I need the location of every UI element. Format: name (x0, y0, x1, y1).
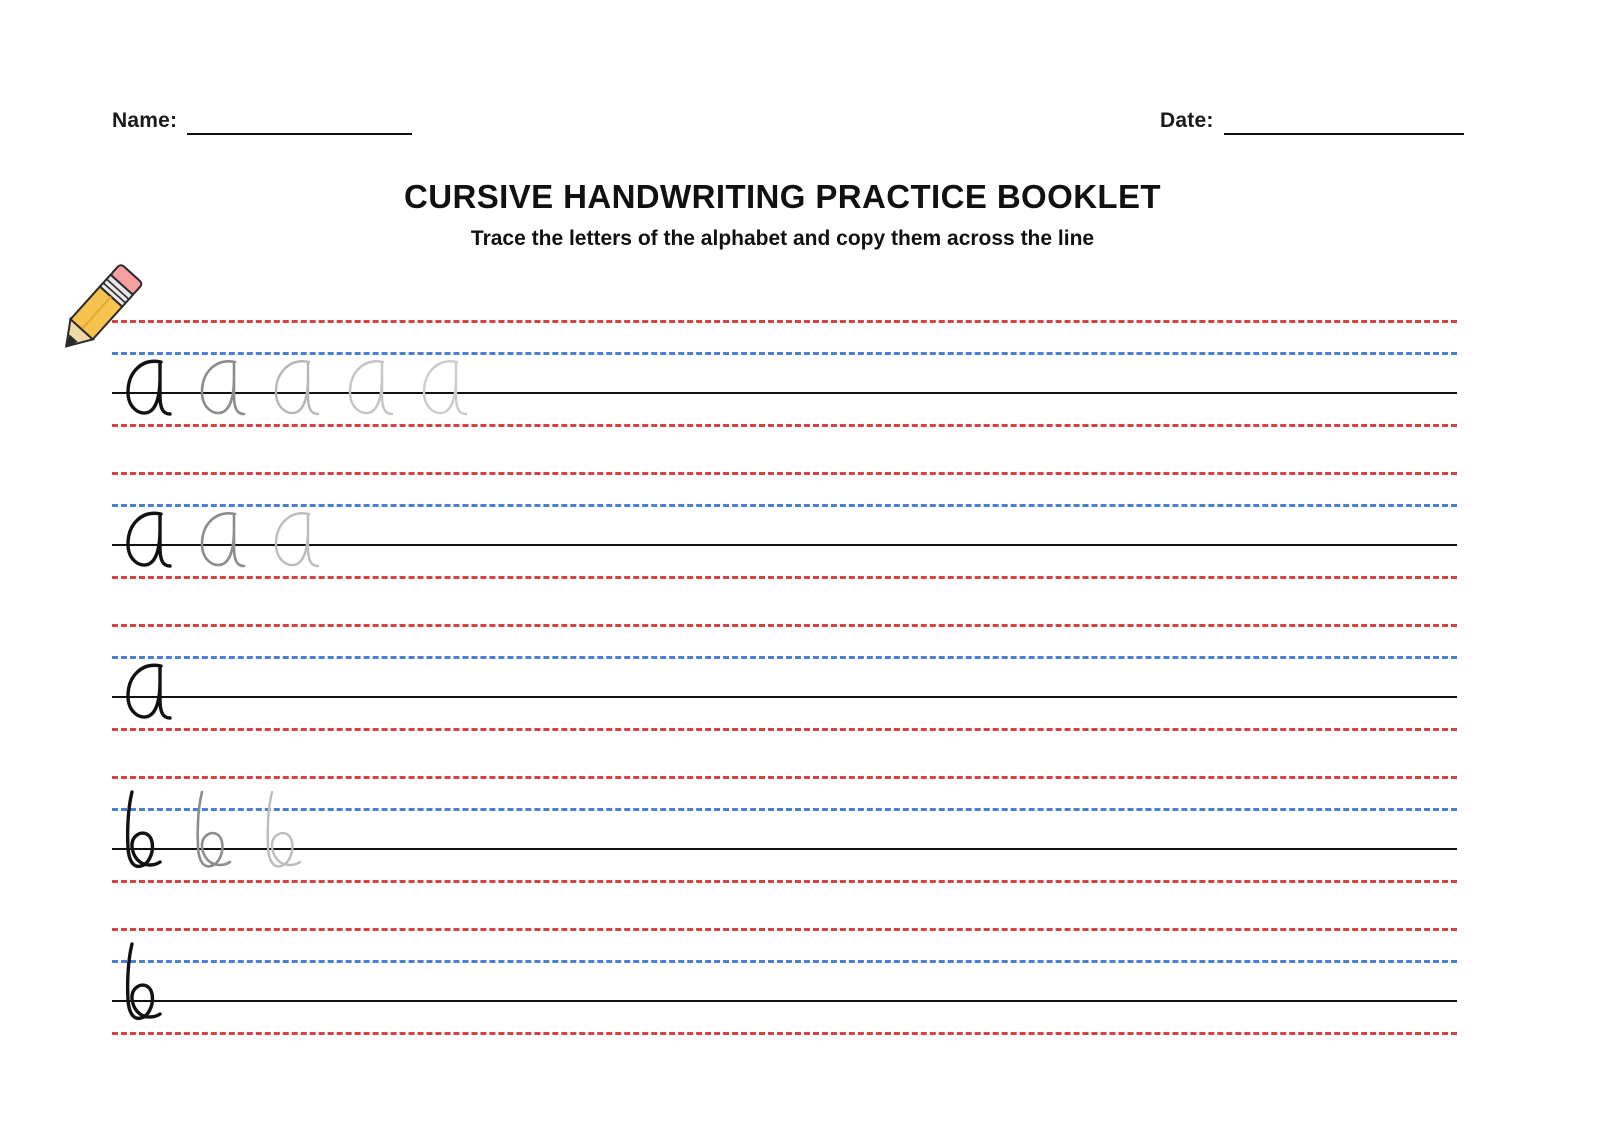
date-field[interactable] (1160, 110, 1464, 135)
baseline (112, 848, 1457, 850)
baseline (112, 696, 1457, 698)
mid-guide-line (112, 960, 1457, 963)
baseline (112, 544, 1457, 546)
bottom-guide-line (112, 576, 1457, 579)
glyph-row (116, 318, 474, 422)
letter-glyph-b (116, 786, 174, 878)
letter-glyph-a (116, 496, 178, 574)
page-title: CURSIVE HANDWRITING PRACTICE BOOKLET (404, 178, 1161, 215)
letter-glyph-a (412, 344, 474, 422)
baseline (112, 1000, 1457, 1002)
mid-guide-line (112, 504, 1457, 507)
glyph-row (116, 926, 174, 1030)
mid-guide-line (112, 656, 1457, 659)
date-label: Date: (1160, 109, 1214, 132)
letter-glyph-a (264, 344, 326, 422)
letter-glyph-b (256, 786, 314, 878)
letter-glyph-b (186, 786, 244, 878)
page-subtitle: Trace the letters of the alphabet and copy them across the line (470, 227, 1095, 250)
glyph-row (116, 622, 178, 726)
top-guide-line (112, 472, 1457, 475)
letter-glyph-a (264, 496, 326, 574)
name-field[interactable] (112, 110, 412, 135)
name-input-rule[interactable] (187, 132, 412, 135)
bottom-guide-line (112, 728, 1457, 731)
bottom-guide-line (112, 1032, 1457, 1035)
letter-glyph-a (116, 648, 178, 726)
letter-glyph-b (116, 938, 174, 1030)
top-guide-line (112, 928, 1457, 931)
top-guide-line (112, 624, 1457, 627)
letter-glyph-a (338, 344, 400, 422)
letter-glyph-a (116, 344, 178, 422)
practice-row (112, 472, 1457, 576)
name-label: Name: (112, 109, 178, 132)
glyph-row (116, 470, 326, 574)
mid-guide-line (112, 352, 1457, 355)
practice-row (112, 776, 1457, 880)
date-input-rule[interactable] (1224, 132, 1464, 135)
top-guide-line (112, 776, 1457, 779)
glyph-row (116, 774, 314, 878)
practice-row (112, 928, 1457, 1032)
bottom-guide-line (112, 880, 1457, 883)
top-guide-line (112, 320, 1457, 323)
practice-row (112, 320, 1457, 424)
mid-guide-line (112, 808, 1457, 811)
bottom-guide-line (112, 424, 1457, 427)
practice-row (112, 624, 1457, 728)
letter-glyph-a (190, 344, 252, 422)
baseline (112, 392, 1457, 394)
letter-glyph-a (190, 496, 252, 574)
